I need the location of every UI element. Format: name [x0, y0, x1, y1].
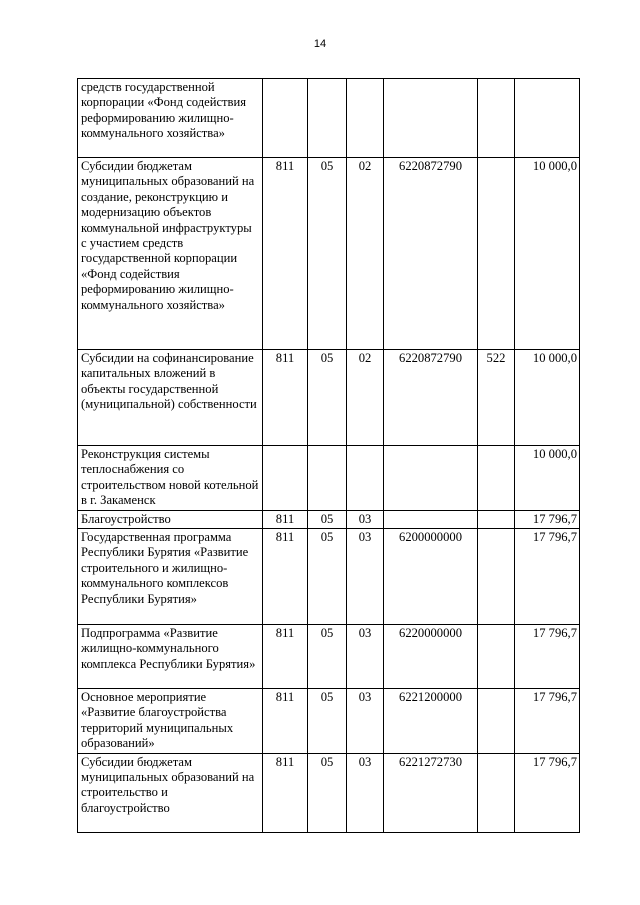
table-row [78, 158, 580, 350]
amount-cell: 17 796,7 [515, 753, 580, 832]
target-article-cell: 6220872790 [384, 158, 478, 350]
table-row [78, 625, 580, 689]
target-article-cell [384, 510, 478, 528]
section-code-cell [308, 79, 347, 158]
table-row [78, 689, 580, 754]
expense-type-cell [478, 753, 515, 832]
expense-type-cell [478, 446, 515, 511]
ministry-code-cell: 811 [263, 625, 308, 689]
ministry-code-cell: 811 [263, 529, 308, 625]
table-row [78, 350, 580, 446]
section-code-cell: 05 [308, 158, 347, 350]
amount-cell: 10 000,0 [515, 350, 580, 446]
budget-table [77, 78, 580, 833]
section-code-cell: 05 [308, 350, 347, 446]
ministry-code-cell [263, 79, 308, 158]
target-article-cell: 6220872790 [384, 350, 478, 446]
target-article-cell: 6221272730 [384, 753, 478, 832]
expense-type-cell [478, 625, 515, 689]
table-row [78, 79, 580, 158]
ministry-code-cell: 811 [263, 753, 308, 832]
subsection-code-cell: 03 [347, 510, 384, 528]
ministry-code-cell: 811 [263, 510, 308, 528]
item-name-cell: Основное мероприятие «Развитие благоустройства территорий муниципальных образований» [78, 689, 263, 754]
expense-type-cell [478, 158, 515, 350]
section-code-cell: 05 [308, 625, 347, 689]
item-name-cell: Благоустройство [78, 510, 263, 528]
subsection-code-cell: 02 [347, 350, 384, 446]
table-row [78, 446, 580, 511]
amount-cell: 17 796,7 [515, 689, 580, 754]
ministry-code-cell: 811 [263, 158, 308, 350]
subsection-code-cell: 03 [347, 625, 384, 689]
ministry-code-cell: 811 [263, 350, 308, 446]
subsection-code-cell [347, 79, 384, 158]
amount-cell: 17 796,7 [515, 625, 580, 689]
subsection-code-cell [347, 446, 384, 511]
target-article-cell: 6220000000 [384, 625, 478, 689]
table-row [78, 753, 580, 832]
item-name-cell: Подпрограмма «Развитие жилищно-коммунального комплекса Республики Бурятия» [78, 625, 263, 689]
amount-cell: 17 796,7 [515, 529, 580, 625]
table-row [78, 529, 580, 625]
expense-type-cell [478, 689, 515, 754]
item-name-cell: Реконструкция системы теплоснабжения со строительством новой котельной в г. Закаменск [78, 446, 263, 511]
subsection-code-cell: 03 [347, 753, 384, 832]
target-article-cell: 6200000000 [384, 529, 478, 625]
ministry-code-cell: 811 [263, 689, 308, 754]
expense-type-cell [478, 79, 515, 158]
amount-cell [515, 79, 580, 158]
item-name-cell: средств государственной корпорации «Фонд содействия реформированию жилищно-коммунального хозяйства» [78, 79, 263, 158]
section-code-cell [308, 446, 347, 511]
table-row [78, 510, 580, 528]
section-code-cell: 05 [308, 753, 347, 832]
ministry-code-cell [263, 446, 308, 511]
target-article-cell [384, 446, 478, 511]
expense-type-cell [478, 510, 515, 528]
amount-cell: 10 000,0 [515, 446, 580, 511]
item-name-cell: Субсидии бюджетам муниципальных образований на строительство и благоустройство [78, 753, 263, 832]
amount-cell: 17 796,7 [515, 510, 580, 528]
subsection-code-cell: 02 [347, 158, 384, 350]
target-article-cell: 6221200000 [384, 689, 478, 754]
item-name-cell: Субсидии бюджетам муниципальных образований на создание, реконструкцию и модернизацию объектов коммунальной инфраструктуры с участием средств государственной корпорации «Фонд содействия реформированию жилищно-коммунального хозяйства» [78, 158, 263, 350]
amount-cell: 10 000,0 [515, 158, 580, 350]
subsection-code-cell: 03 [347, 529, 384, 625]
target-article-cell [384, 79, 478, 158]
item-name-cell: Государственная программа Республики Бурятия «Развитие строительного и жилищно-коммунального комплексов Республики Бурятия» [78, 529, 263, 625]
expense-type-cell [478, 529, 515, 625]
subsection-code-cell: 03 [347, 689, 384, 754]
page-number: 14 [313, 38, 327, 50]
expense-type-cell: 522 [478, 350, 515, 446]
budget-table-body [78, 79, 580, 833]
section-code-cell: 05 [308, 529, 347, 625]
section-code-cell: 05 [308, 689, 347, 754]
item-name-cell: Субсидии на софинансирование капитальных вложений в объекты государственной (муниципальной) собственности [78, 350, 263, 446]
section-code-cell: 05 [308, 510, 347, 528]
